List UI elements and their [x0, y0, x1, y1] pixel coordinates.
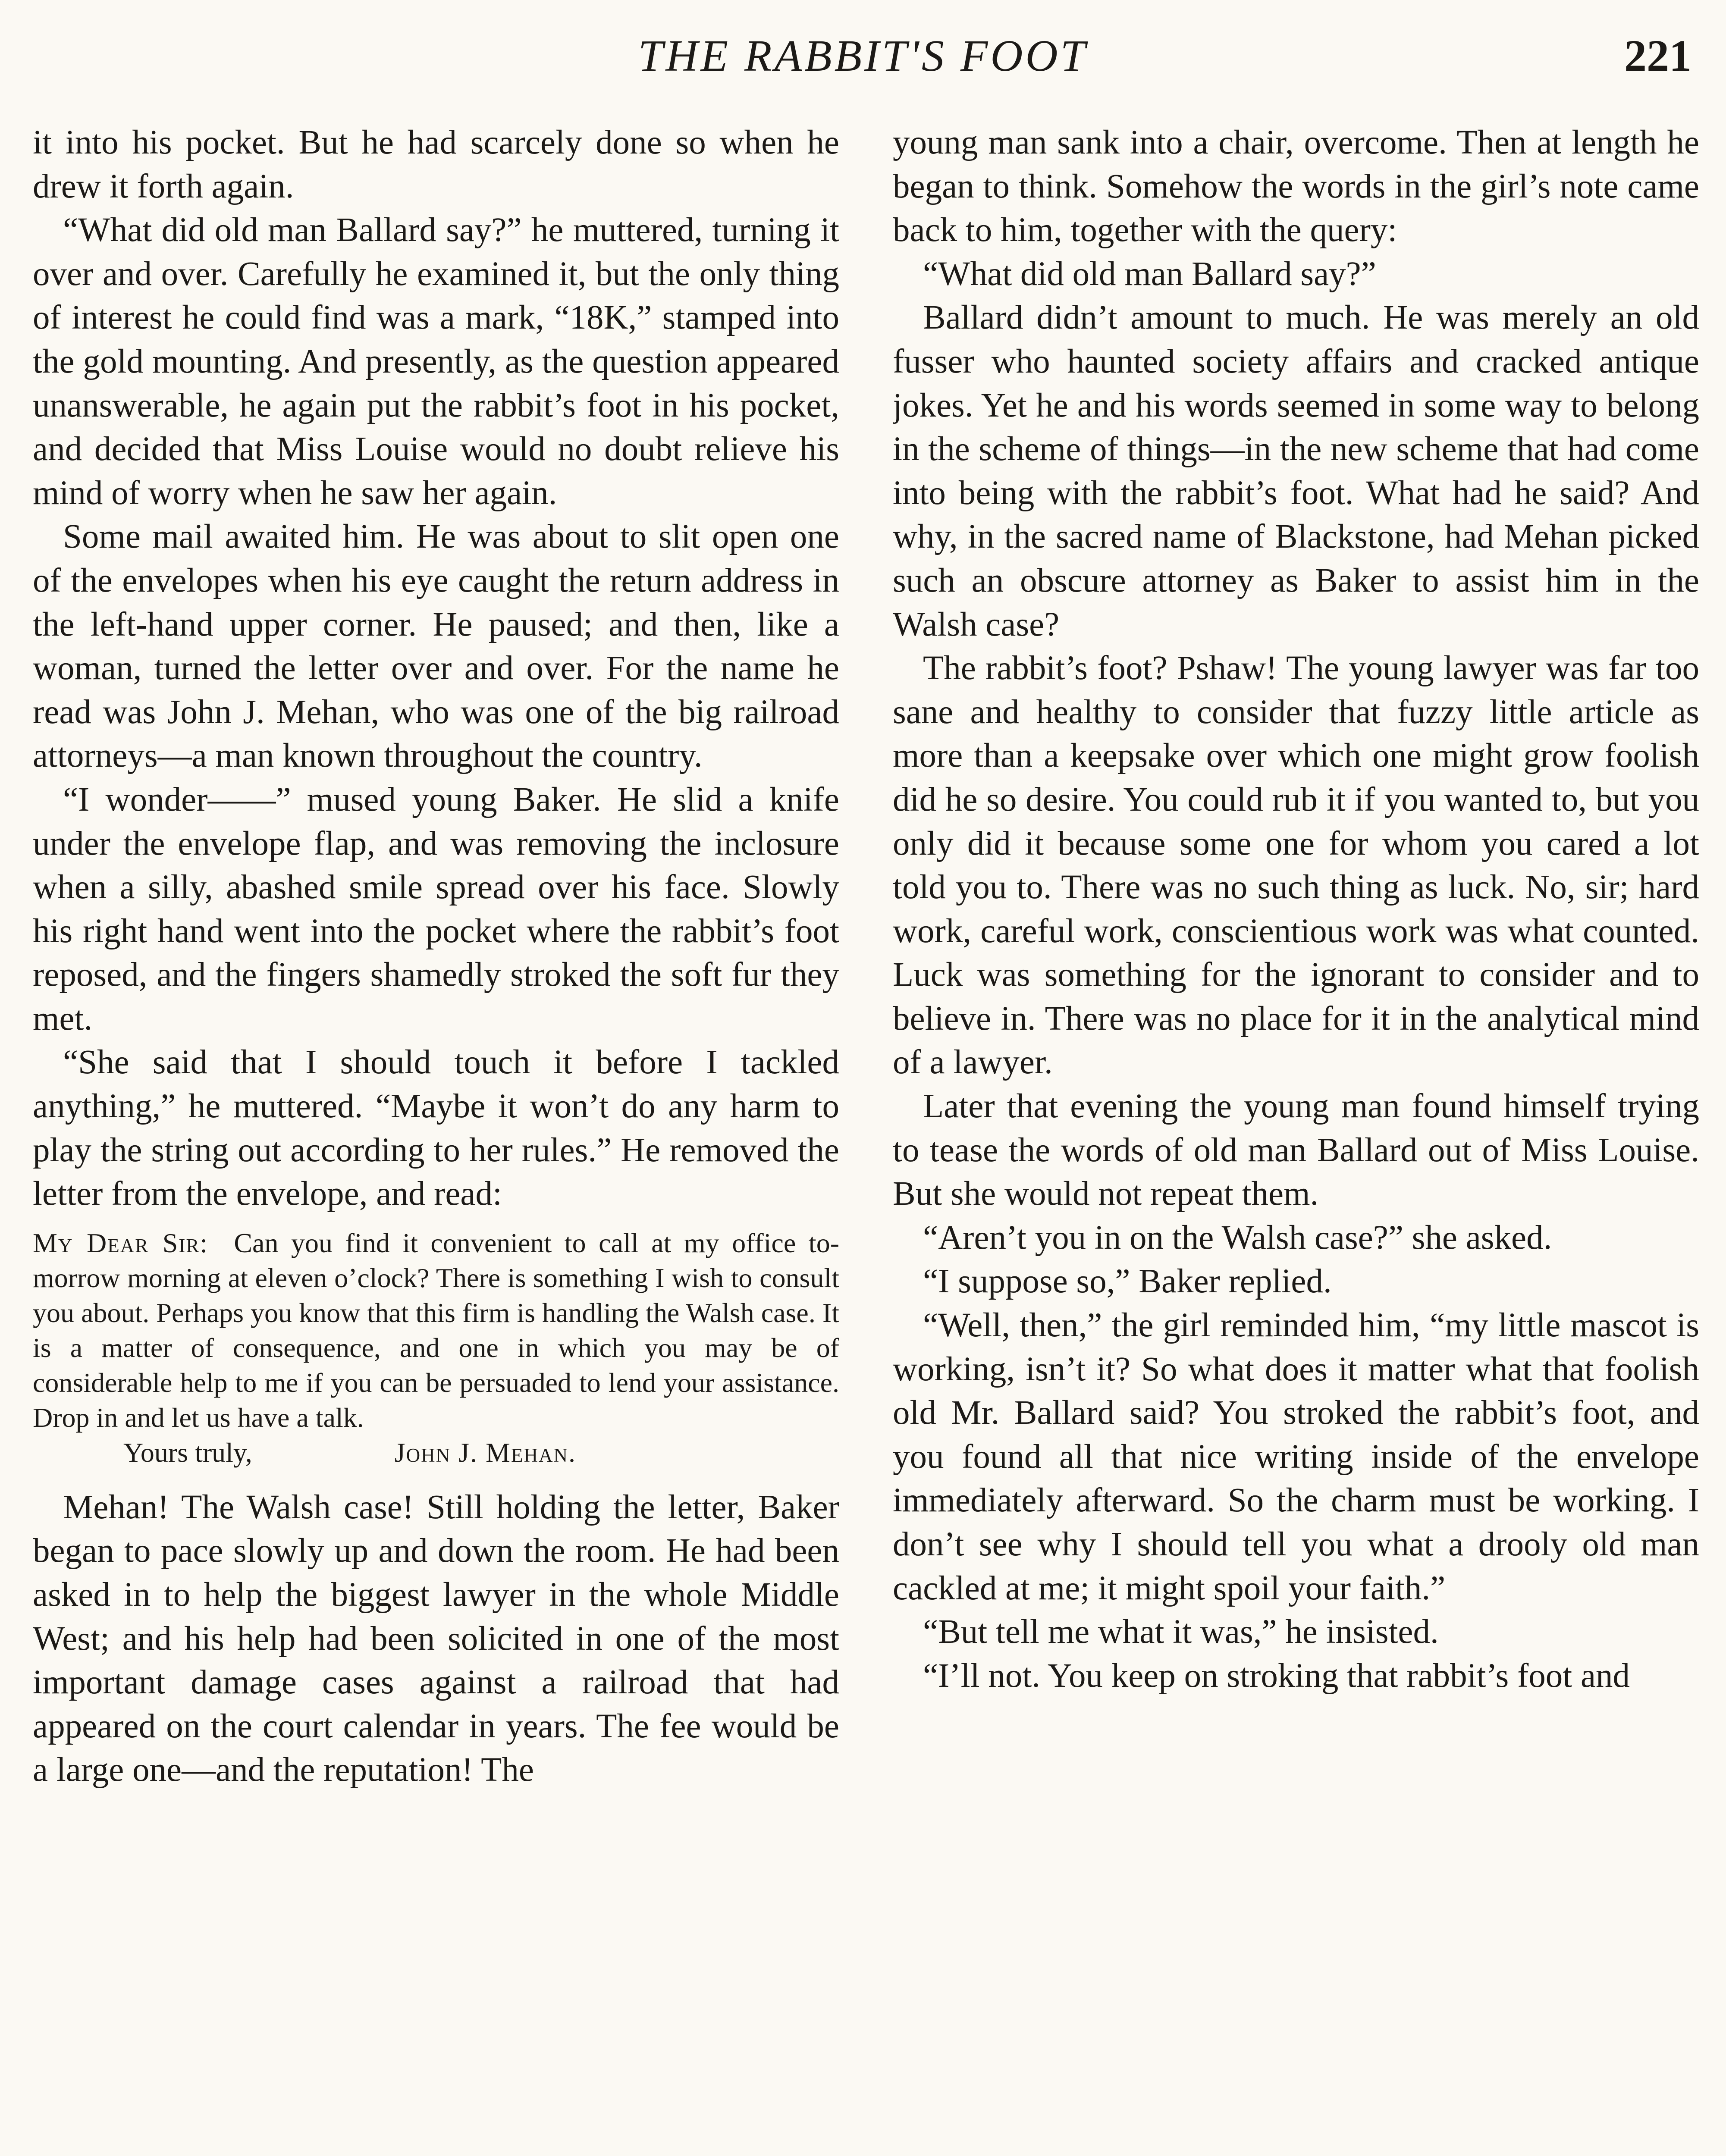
page-header: [0, 30, 1726, 81]
paragraph: Later that evening the young man found himself trying to tease the words of old man Ballard out of Miss Louise. But she would not repeat them.: [893, 1087, 1699, 1213]
paragraph: Some mail awaited him. He was about to slit open one of the envelopes when his eye caught the return address in the left-hand upper corner. He paused; and then, like a woman, turned the letter over and over. For the name he read was John J. Mehan, who was one of the big railroad attorneys—a man known throughout the country.: [33, 518, 839, 775]
paragraph: “What did old man Ballard say?”: [923, 255, 1376, 293]
paragraph: Ballard didn’t amount to much. He was merely an old fusser who haunted society affairs and cracked antique jokes. Yet he and his words seemed in some way to belong in the scheme of things—in the new scheme that had come into being with the rabbit’s foot. What had he said? And why, in the sacred name of Blackstone, had Mehan picked such an obscure attorney as Baker to assist him in the Walsh case?: [893, 299, 1699, 643]
paragraph: “I’ll not. You keep on stroking that rabbit’s foot and: [923, 1657, 1630, 1695]
running-title: THE RABBIT'S FOOT: [638, 31, 1088, 81]
paragraph: “But tell me what it was,” he insisted.: [923, 1613, 1439, 1651]
paragraph: Mehan! The Walsh case! Still holding the letter, Baker began to pace slowly up and down the room. He had been asked in to help the biggest lawyer in the whole Middle West; and his help had been solicited in one of the most important damage cases against a railroad that had appeared on the court calendar in years. The fee would be a large one—and the reputation! The: [33, 1488, 839, 1789]
right-column: [893, 121, 1699, 2156]
letter-body-paragraph: [33, 1225, 839, 1435]
paragraph: “I wonder——” mused young Baker. He slid a knife under the envelope flap, and was removing the inclosure when a silly, abashed smile spread over his face. Slowly his right hand went into the pocket where the rabbit’s foot reposed, and the fingers shamedly stroked the soft fur they met.: [33, 780, 839, 1037]
letter-body: Can you find it convenient to call at my office to-morrow morning at eleven o’clock? There is something I wish to consult you about. Perhaps you know that this firm is handling the Walsh case. It is a matter of consequence, and one in which you may be of considerable help to me if you can be persuaded to lend your assistance. Drop in and let us have a talk.: [33, 1227, 839, 1433]
letter-closing-line: [33, 1435, 839, 1470]
paragraph: it into his pocket. But he had scarcely done so when he drew it forth again.: [33, 124, 839, 205]
paragraph: “She said that I should touch it before I tackled anything,” he muttered. “Maybe it won’t do any harm to play the string out according to her rules.” He removed the letter from the envelope, and read:: [33, 1044, 839, 1213]
paragraph: “I suppose so,” Baker replied.: [923, 1263, 1332, 1300]
quoted-letter: [33, 1225, 839, 1470]
letter-salutation: My Dear Sir:: [33, 1227, 209, 1258]
page-number: 221: [1624, 31, 1691, 81]
letter-closing: Yours truly,: [123, 1437, 252, 1468]
paragraph: The rabbit’s foot? Pshaw! The young lawyer was far too sane and healthy to consider that fuzzy little article as more than a keepsake over which one might grow foolish did he so desire. You could rub it if you wanted to, but you only did it because some one for whom you cared a lot told you to. There was no such thing as luck. No, sir; hard work, careful work, conscientious work was what counted. Luck was something for the ignorant to consider and to believe in. There was no place for it in the analytical mind of a lawyer.: [893, 649, 1699, 1081]
paragraph: young man sank into a chair, overcome. Then at length he began to think. Somehow the words in the girl’s note came back to him, together with the query:: [893, 124, 1699, 249]
paragraph: “Well, then,” the girl reminded him, “my little mascot is working, isn’t it? So what does it matter what that foolish old Mr. Ballard said? You stroked the rabbit’s foot, and you found all that nice writing inside of the envelope immediately afterward. So the charm must be working. I don’t see why I should tell you what a drooly old man cackled at me; it might spoil your faith.”: [893, 1307, 1699, 1607]
letter-signature: John J. Mehan.: [394, 1437, 576, 1468]
left-column: [33, 121, 839, 2156]
paragraph: “Aren’t you in on the Walsh case?” she asked.: [923, 1219, 1552, 1257]
paragraph: “What did old man Ballard say?” he muttered, turning it over and over. Carefully he examined it, but the only thing of interest he could find was a mark, “18K,” stamped into the gold mounting. And presently, as the question appeared unanswerable, he again put the rabbit’s foot in his pocket, and decided that Miss Louise would no doubt relieve his mind of worry when he saw her again.: [33, 211, 839, 512]
